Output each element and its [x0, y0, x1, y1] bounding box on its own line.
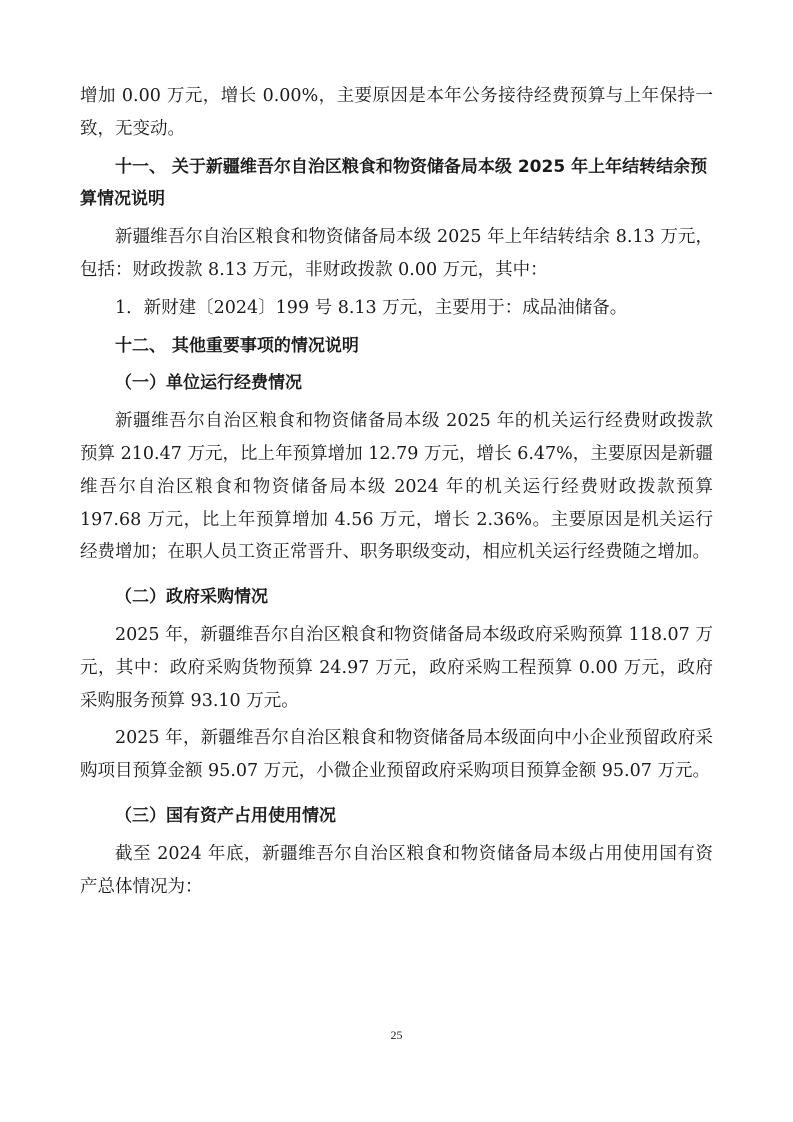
page-number: 25 [390, 1028, 403, 1042]
paragraph-carryover-summary: 新疆维吾尔自治区粮食和物资储备局本级 2025 年上年结转结余 8.13 万元，包括：财政拨款 8.13 万元，非财政拨款 0.00 万元，其中： [80, 227, 713, 280]
paragraph-sme-procurement: 2025 年，新疆维吾尔自治区粮食和物资储备局本级面向中小企业预留政府采购项目预算金额 95.07 万元，小微企业预留政府采购项目预算金额 95.07 万元。 [80, 728, 713, 782]
paragraph-carryover-item-1: 1．新财建〔2024〕199 号 8.13 万元，主要用于：成品油储备。 [115, 297, 628, 318]
heading-government-procurement: （二）政府采购情况 [115, 587, 268, 608]
paragraph-reception-change: 增加 0.00 万元，增长 0.00%，主要原因是本年公务接待经费预算与上年保持一致，无变动。 [80, 86, 713, 139]
heading-operating-expenses: （一）单位运行经费情况 [115, 373, 302, 394]
heading-section-12: 十二、 其他重要事项的情况说明 [115, 335, 359, 356]
paragraph-operating-expenses: 新疆维吾尔自治区粮食和物资储备局本级 2025 年的机关运行经费财政拨款预算 210.47 万元，比上年预算增加 12.79 万元，增长 6.47%，主要原因是新疆维吾尔自治区粮食和物资储备局本级 2024 年的机关运行经费财政拨款预算 197.68 万元，比上年预算增加 4.56 万元，增长 2.36%。主要原因是机关运行经费增加；在职人员工资正常晋升、职务职级变动，相应机关运行经费随之增加。 [80, 411, 713, 563]
paragraph-procurement-budget: 2025 年，新疆维吾尔自治区粮食和物资储备局本级政府采购预算 118.07 万元，其中：政府采购货物预算 24.97 万元，政府采购工程预算 0.00 万元，政府采购服务预算 93.10 万元。 [80, 624, 713, 711]
heading-state-assets: （三）国有资产占用使用情况 [115, 805, 336, 826]
heading-section-11: 十一、 关于新疆维吾尔自治区粮食和物资储备局本级 2025 年上年结转结余预算情况说明 [80, 156, 708, 210]
paragraph-state-assets: 截至 2024 年底，新疆维吾尔自治区粮食和物资储备局本级占用使用国有资产总体情况为： [80, 843, 713, 897]
document-page [80, 80, 713, 903]
